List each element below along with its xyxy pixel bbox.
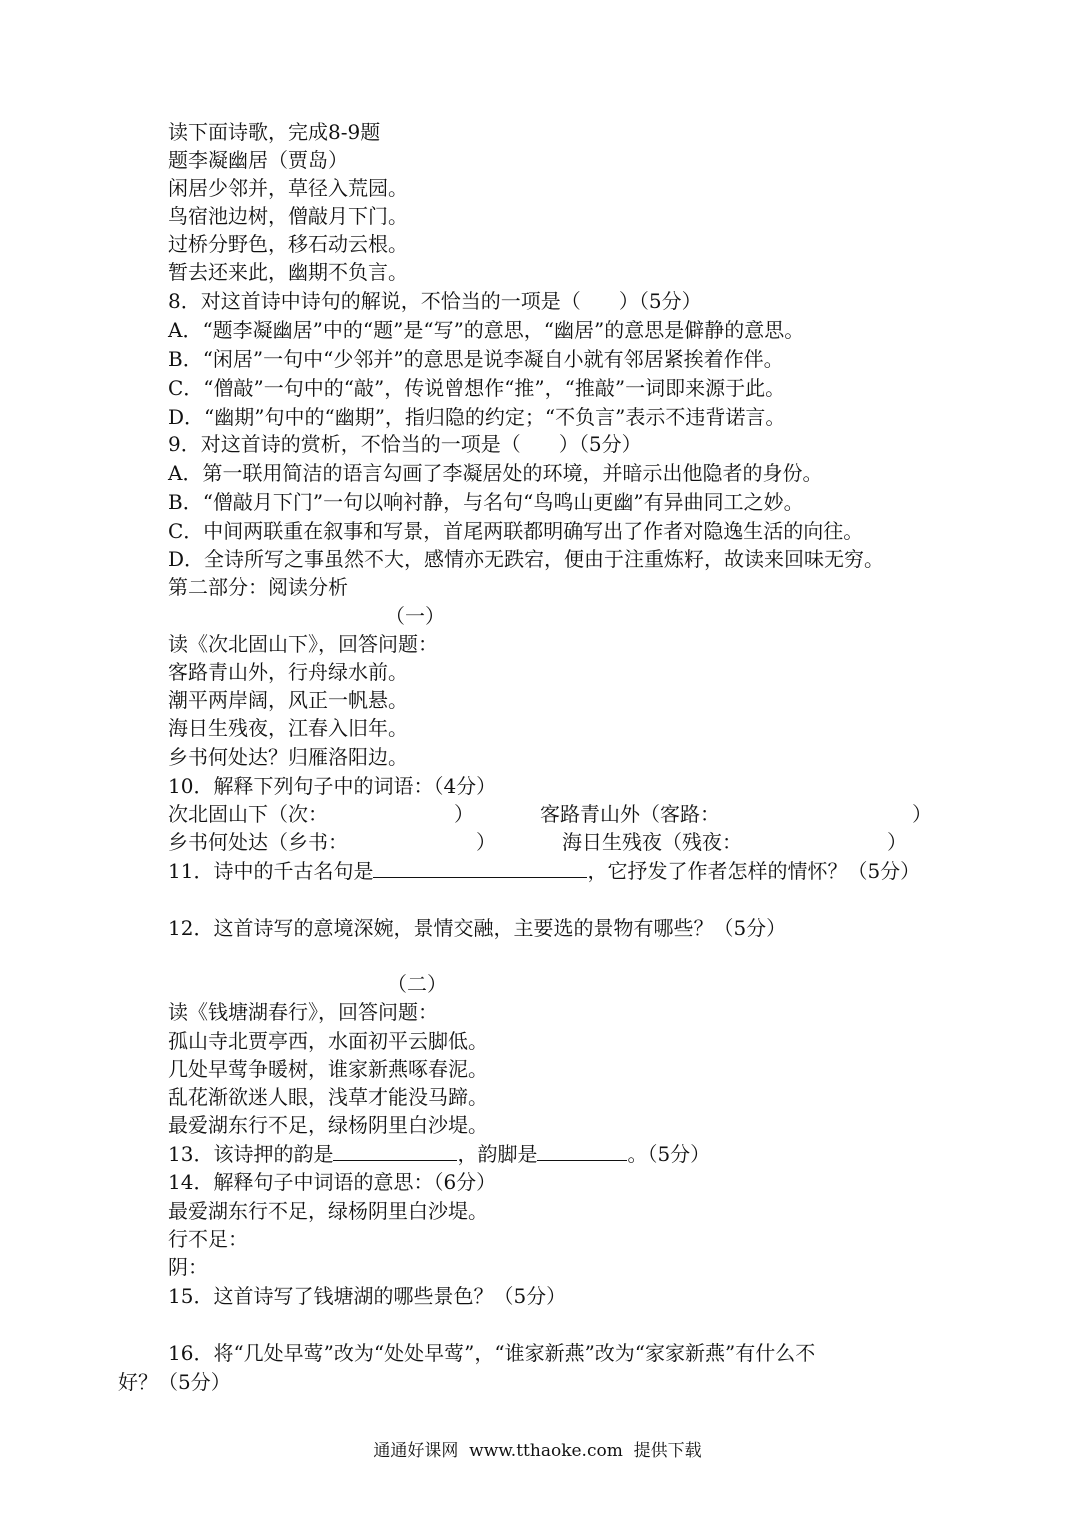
part1-intro: 读下面诗歌，完成8-9题: [168, 120, 381, 144]
q10-item-ci: 次北固山下（次：: [168, 802, 328, 826]
question-9-option-d: D．全诗所写之事虽然不大，感情亦无跌宕，便由于注重炼籽，故读来回味无穷。: [168, 547, 885, 571]
poem-line: 乡书何处达？归雁洛阳边。: [168, 745, 408, 769]
question-14-word-1: 行不足：: [168, 1227, 248, 1251]
poem-line: 最爱湖东行不足，绿杨阴里白沙堤。: [168, 1113, 488, 1137]
section-2-label: （二）: [387, 972, 447, 996]
question-16-line-1: 16．将“几处早莺”改为“处处早莺”，“谁家新燕”改为“家家新燕”有什么不: [168, 1341, 816, 1365]
footer-credit: 通通好课网 www.tthaoke.com 提供下载: [373, 1441, 702, 1461]
part2-heading: 第二部分：阅读分析: [168, 575, 348, 599]
poem-line: 潮平两岸阔，风正一帆悬。: [168, 688, 408, 712]
poem-line: 鸟宿池边树，僧敲月下门。: [168, 204, 408, 228]
question-9-option-b: B．“僧敲月下门”一句以响衬静，与名句“鸟鸣山更幽”有异曲同工之妙。: [168, 490, 804, 514]
section-1-intro: 读《次北固山下》，回答问题：: [168, 632, 438, 656]
question-8-option-b: B．“闲居”一句中“少邻并”的意思是说李凝自小就有邻居紧挨着作伴。: [168, 347, 784, 371]
question-12: 12．这首诗写的意境深婉，景情交融，主要选的景物有哪些？（5分）: [168, 916, 787, 940]
q11-prefix: 11．诗中的千古名句是: [168, 859, 374, 883]
q10-item-ci-close: ）: [454, 802, 474, 826]
q10-item-xiangshu-close: ）: [476, 830, 496, 854]
poem-title: 题李凝幽居（贾岛）: [168, 148, 348, 172]
poem-line: 几处早莺争暖树，谁家新燕啄春泥。: [168, 1057, 488, 1081]
question-15: 15．这首诗写了钱塘湖的哪些景色？（5分）: [168, 1284, 567, 1308]
poem-line: 客路青山外，行舟绿水前。: [168, 660, 408, 684]
q13-middle: ，韵脚是: [457, 1142, 538, 1166]
poem-line: 暂去还来此，幽期不负言。: [168, 260, 408, 284]
question-8-option-d: D．“幽期”句中的“幽期”，指归隐的约定；“不负言”表示不违背诺言。: [168, 405, 786, 429]
q11-answer-blank[interactable]: [373, 857, 587, 878]
question-9-stem: 9．对这首诗的赏析，不恰当的一项是（ ）（5分）: [168, 432, 642, 456]
question-8-option-a: A．“题李凝幽居”中的“题”是“写”的意思，“幽居”的意思是僻静的意思。: [168, 318, 805, 342]
question-8-stem: 8．对这首诗中诗句的解说，不恰当的一项是（ ）（5分）: [168, 289, 702, 313]
poem-line: 闲居少邻并，草径入荒园。: [168, 176, 408, 200]
q13-rhyme-words-blank[interactable]: [537, 1140, 627, 1161]
q10-item-xiangshu: 乡书何处达（乡书：: [168, 830, 348, 854]
poem-line: 过桥分野色，移石动云根。: [168, 232, 408, 256]
q13-rhyme-blank[interactable]: [333, 1140, 457, 1161]
poem-line: 海日生残夜，江春入旧年。: [168, 716, 408, 740]
poem-line: 孤山寺北贾亭西，水面初平云脚低。: [168, 1029, 488, 1053]
question-9-option-c: C．中间两联重在叙事和写景，首尾两联都明确写出了作者对隐逸生活的向往。: [168, 519, 864, 543]
section-2-intro: 读《钱塘湖春行》，回答问题：: [168, 1000, 438, 1024]
q10-item-canye: 海日生残夜（残夜：: [562, 830, 742, 854]
q11-suffix: ，它抒发了作者怎样的情怀？（5分）: [587, 859, 921, 883]
question-10-stem: 10．解释下列句子中的词语：（4分）: [168, 774, 497, 798]
question-16-line-2: 好？（5分）: [118, 1370, 231, 1394]
q10-item-canye-close: ）: [887, 830, 907, 854]
question-14-stem: 14．解释句子中词语的意思：（6分）: [168, 1170, 497, 1194]
q13-suffix: 。（5分）: [627, 1142, 711, 1166]
question-14-word-2: 阴：: [168, 1255, 208, 1279]
section-1-label: （一）: [385, 604, 445, 628]
question-9-option-a: A．第一联用简洁的语言勾画了李凝居处的环境，并暗示出他隐者的身份。: [168, 461, 823, 485]
poem-line: 乱花渐欲迷人眼，浅草才能没马蹄。: [168, 1085, 488, 1109]
q10-item-kelu-close: ）: [912, 802, 932, 826]
question-13: [168, 1140, 710, 1168]
q10-item-kelu: 客路青山外（客路：: [540, 802, 720, 826]
q13-prefix: 13．该诗押的韵是: [168, 1142, 334, 1166]
question-8-option-c: C．“僧敲”一句中的“敲”，传说曾想作“推”，“推敲”一词即来源于此。: [168, 376, 786, 400]
question-14-line: 最爱湖东行不足，绿杨阴里白沙堤。: [168, 1199, 488, 1223]
question-11: [168, 857, 920, 885]
